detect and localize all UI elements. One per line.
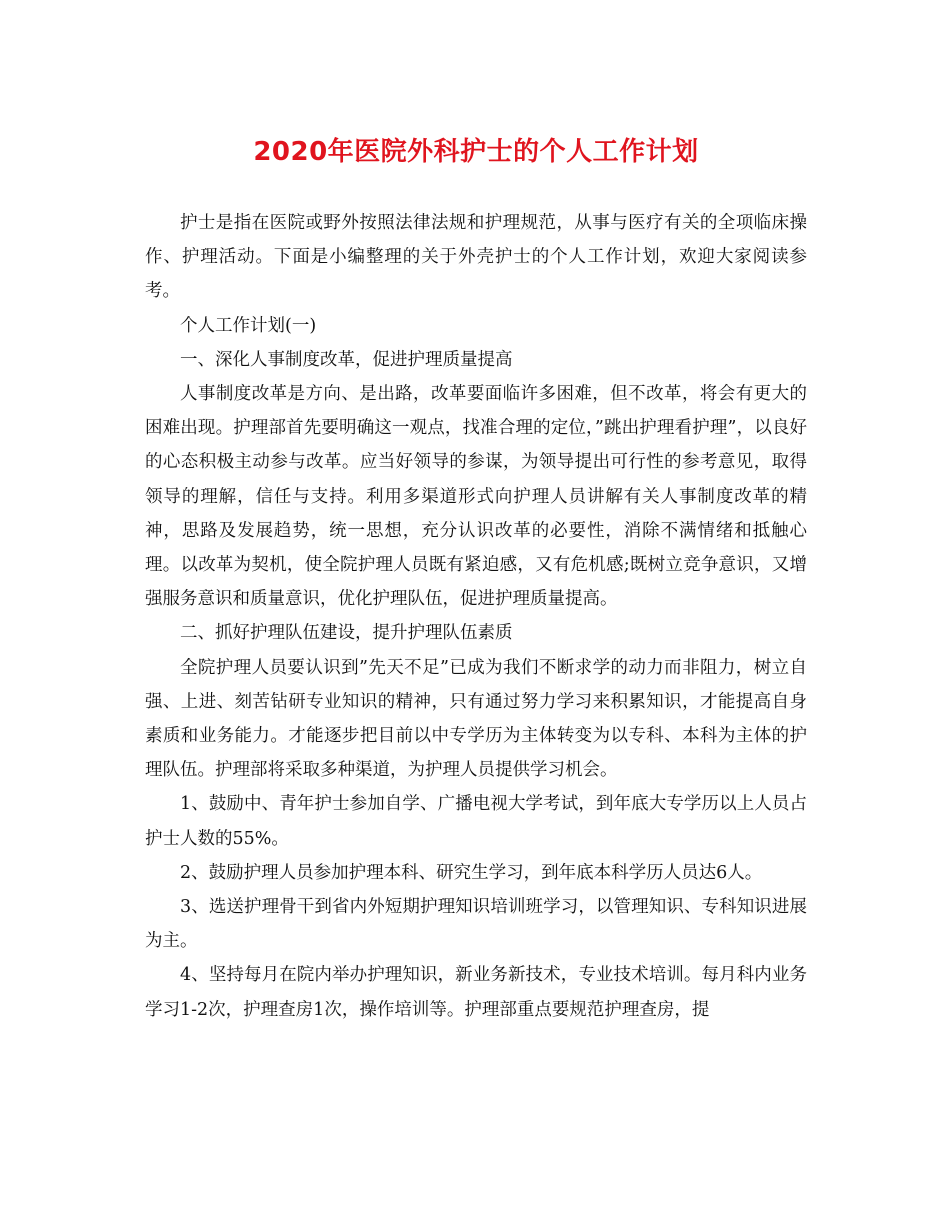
team-paragraph: 全院护理人员要认识到”先天不足”已成为我们不断求学的动力而非阻力，树立自强、上进、刻苦钻研专业知识的精神，只有通过努力学习来积累知识，才能提高自身素质和业务能力。才能逐步把目前以中专学历为主体转变为以专科、本科为主体的护理队伍。护理部将采取多种渠道，为护理人员提供学习机会。 bbox=[145, 657, 807, 781]
section-heading-team: 二、抓好护理队伍建设，提升护理队伍素质 bbox=[180, 623, 513, 644]
intro-paragraph: 护士是指在医院或野外按照法律法规和护理规范，从事与医疗有关的全项临床操作、护理活动。下面是小编整理的关于外壳护士的个人工作计划，欢迎大家阅读参考。 bbox=[145, 213, 807, 302]
list-item-2: 2、鼓励护理人员参加护理本科、研究生学习，到年底本科学历人员达6人。 bbox=[180, 862, 763, 883]
list-item-4: 4、坚持每月在院内举办护理知识，新业务新技术，专业技术培训。每月科内业务学习1-2次，护理查房1次，操作培训等。护理部重点要规范护理查房，提 bbox=[145, 965, 807, 1020]
list-item-3: 3、选送护理骨干到省内外短期护理知识培训班学习，以管理知识、专科知识进展为主。 bbox=[145, 897, 807, 952]
list-item-1: 1、鼓励中、青年护士参加自学、广播电视大学考试，到年底大专学历以上人员占护士人数的55%。 bbox=[145, 794, 807, 849]
section-heading-plan-one: 个人工作计划(一) bbox=[180, 315, 317, 336]
reform-paragraph: 人事制度改革是方向、是出路，改革要面临许多困难，但不改革，将会有更大的困难出现。护理部首先要明确这一观点，找准合理的定位，”跳出护理看护理”，以良好的心态积极主动参与改革。应当好领导的参谋，为领导提出可行性的参考意见，取得领导的理解，信任与支持。利用多渠道形式向护理人员讲解有关人事制度改革的精神，思路及发展趋势，统一思想，充分认识改革的必要性，消除不满情绪和抵触心理。以改革为契机，使全院护理人员既有紧迫感，又有危机感;既树立竞争意识，又增强服务意识和质量意识，优化护理队伍，促进护理质量提高。 bbox=[145, 384, 807, 610]
document-body bbox=[145, 206, 807, 1027]
section-heading-reform: 一、深化人事制度改革，促进护理质量提高 bbox=[180, 349, 513, 370]
document-title: 2020年医院外科护士的个人工作计划 bbox=[253, 137, 699, 167]
document-page bbox=[145, 0, 807, 1027]
